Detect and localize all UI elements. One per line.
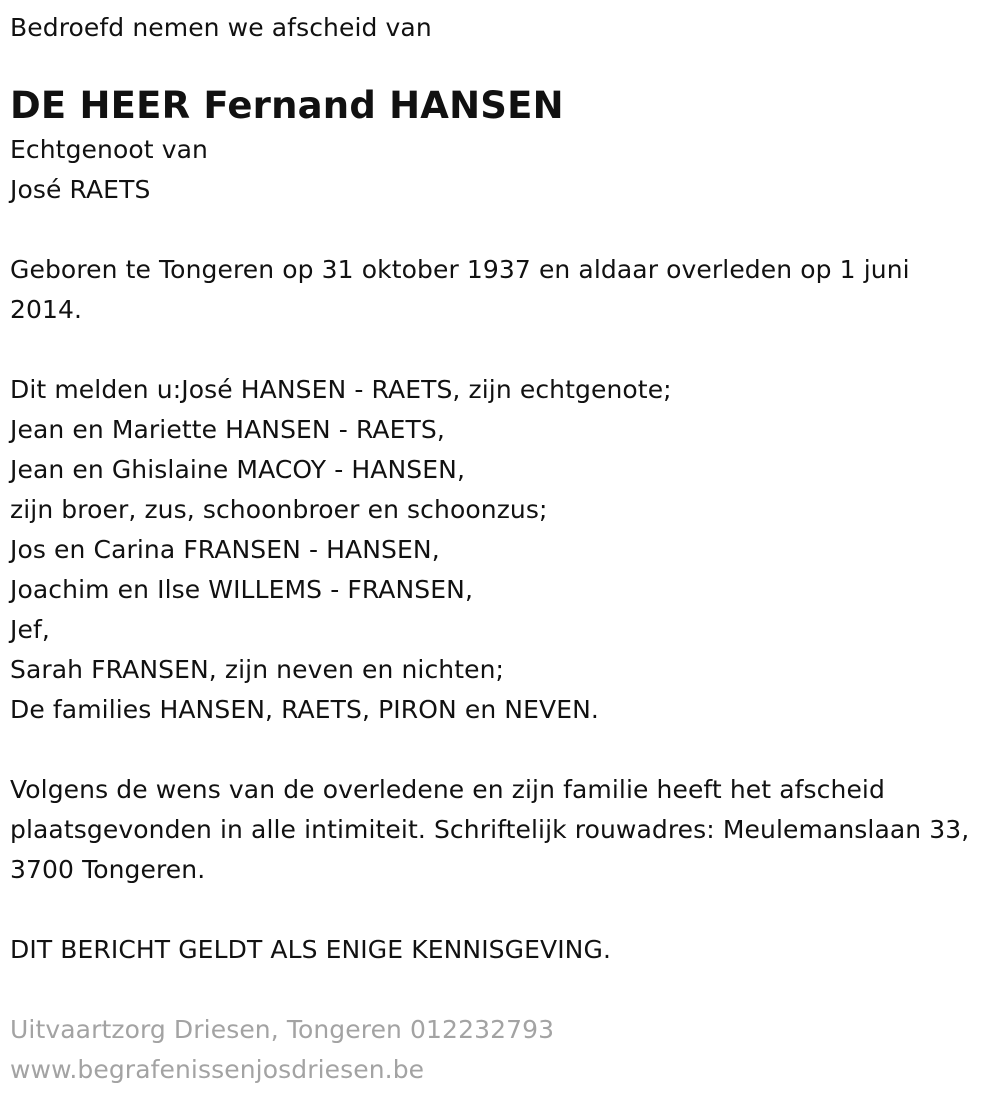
announcers-list [10,370,985,730]
announcer-line: Dit melden u:José HANSEN - RAETS, zijn echtgenote; [10,375,672,404]
birth-death-text: Geboren te Tongeren op 31 oktober 1937 en aldaar overleden op 1 juni 2014. [10,255,910,324]
funeral-home-info: Uitvaartzorg Driesen, Tongeren 012232793 [10,1015,555,1044]
announcer-line: Jean en Mariette HANSEN - RAETS, [10,415,445,444]
spouse-name: José RAETS [10,175,151,204]
intro-text: Bedroefd nemen we afscheid van [10,13,432,42]
announcer-line: zijn broer, zus, schoonbroer en schoonzus; [10,495,548,524]
announcer-line: De families HANSEN, RAETS, PIRON en NEVEN. [10,695,599,724]
announcer-line: Sarah FRANSEN, zijn neven en nichten; [10,655,505,684]
announcer-line: Jos en Carina FRANSEN - HANSEN, [10,535,440,564]
death-notice [10,8,985,1090]
farewell-text: Volgens de wens van de overledene en zijn familie heeft het afscheid plaatsgevonden in alle intimiteit. Schriftelijk rouwadres: Meulemanslaan 33, 3700 Tongeren. [10,775,970,884]
announcer-line: Joachim en Ilse WILLEMS - FRANSEN, [10,575,474,604]
announcer-line: Jean en Ghislaine MACOY - HANSEN, [10,455,466,484]
announcer-line: Jef, [10,615,50,644]
deceased-name: DE HEER Fernand HANSEN [10,84,564,127]
spouse-label: Echtgenoot van [10,135,208,164]
website-link[interactable]: www.begrafenissenjosdriesen.be [10,1055,425,1084]
closing-text: DIT BERICHT GELDT ALS ENIGE KENNISGEVING. [10,935,611,964]
